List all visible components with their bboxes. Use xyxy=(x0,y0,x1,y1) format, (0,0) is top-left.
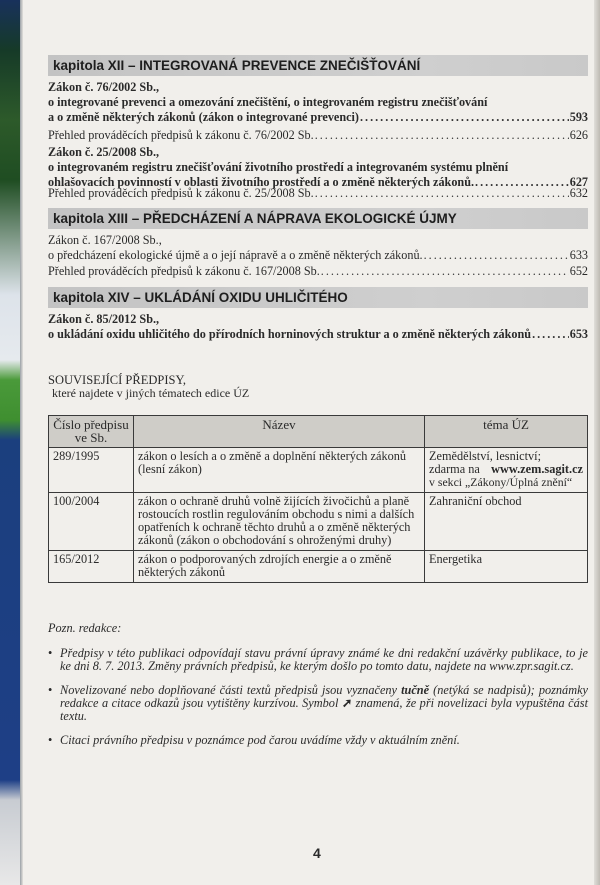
law-title-row xyxy=(48,248,588,263)
overview-title: Přehled prováděcích předpisů k zákonu č. 76/2002 Sb. xyxy=(48,128,314,142)
law-title-line: o ukládání oxidu uhličitého do přírodních horninových struktur a o změně některých zákonů xyxy=(48,327,532,341)
law-number: Zákon č. 167/2008 Sb., xyxy=(48,233,162,247)
leader-dots xyxy=(360,110,569,125)
law-title-line: ohlašovacích povinností v oblasti životního prostředí a o změně některých zákonů. xyxy=(48,175,475,189)
cell-name: zákon o ochraně druhů volně žijících živočichů a planě rostoucích rostlin regulováním obchodu s nimi a dalších opatřeních k ochraně těchto druhů a o změně některých zákonů (zákon o obchodování s ohroženými druhy) xyxy=(134,493,425,551)
table-row xyxy=(49,493,588,551)
toc-entry-167-2008[interactable] xyxy=(48,233,588,263)
notes-heading: Pozn. redakce: xyxy=(48,621,122,635)
book-spine-decoration xyxy=(0,0,20,885)
related-title: SOUVISEJÍCÍ PŘEDPISY, xyxy=(48,373,186,387)
page-ref: 633 xyxy=(569,248,588,262)
topic-free-text: zdarma na xyxy=(429,462,480,476)
toc-entry-25-2008[interactable] xyxy=(48,145,588,190)
chapter-heading-xiv: kapitola XIV – UKLÁDÁNÍ OXIDU UHLIČITÉHO xyxy=(48,287,588,308)
page-ref: 626 xyxy=(569,128,588,142)
topic-label: Zemědělství, lesnictví; xyxy=(429,449,542,463)
leader-dots xyxy=(532,327,569,342)
cell-number: 165/2012 xyxy=(49,551,134,583)
column-header-name: Název xyxy=(134,416,425,448)
note-item xyxy=(48,734,588,747)
website-link[interactable]: www.zem.sagit.cz xyxy=(491,462,583,476)
cell-number: 289/1995 xyxy=(49,448,134,493)
toc-entry-85-2012[interactable] xyxy=(48,312,588,342)
page-number: 4 xyxy=(313,845,321,861)
cell-topic: Zahraniční obchod xyxy=(425,493,588,551)
law-number: Zákon č. 25/2008 Sb., xyxy=(48,145,160,159)
law-number: Zákon č. 76/2002 Sb., xyxy=(48,80,160,94)
bullet-icon: • xyxy=(48,646,53,660)
note-text: znamená, že při novelizaci byla vypuštěna část textu. xyxy=(60,696,588,723)
toc-overview-76-2002[interactable] xyxy=(48,128,588,143)
page-ref: 627 xyxy=(569,175,588,189)
law-title-line: o integrovaném registru znečišťování životního prostředí a integrovaném systému plnění xyxy=(48,160,509,174)
overview-title: Přehled prováděcích předpisů k zákonu č. 25/2008 Sb. xyxy=(48,186,314,200)
note-item xyxy=(48,647,588,673)
chapter-heading-xii: kapitola XII – INTEGROVANÁ PREVENCE ZNEČIŠŤOVÁNÍ xyxy=(48,55,588,76)
note-bold-word: tučně xyxy=(401,683,430,697)
note-text: Citaci právního předpisu v poznámce pod čarou uvádíme vždy v aktuálním znění. xyxy=(60,733,460,747)
law-title-line: a o změně některých zákonů (zákon o integrované prevenci) xyxy=(48,110,359,124)
table-row xyxy=(49,551,588,583)
leader-dots xyxy=(424,248,569,263)
cell-number: 100/2004 xyxy=(49,493,134,551)
topic-section: v sekci „Zákony/Úplná znění“ xyxy=(429,475,573,489)
note-text: Novelizované nebo doplňované části textů předpisů jsou vyznačeny xyxy=(60,683,398,697)
page-ref: 593 xyxy=(569,110,588,124)
related-subtitle: které najdete v jiných tématech edice ÚZ xyxy=(52,386,250,400)
column-header-number: Číslo předpisu ve Sb. xyxy=(49,416,134,448)
toc-entry-76-2002[interactable] xyxy=(48,80,588,125)
column-header-topic: téma ÚZ xyxy=(425,416,588,448)
bullet-icon: • xyxy=(48,683,53,697)
table-row xyxy=(49,448,588,493)
leader-dots xyxy=(315,128,569,143)
law-title-line: o integrované prevenci a omezování znečištění, o integrovaném registru znečišťování xyxy=(48,95,488,109)
toc-overview-25-2008[interactable] xyxy=(48,186,588,201)
page-gutter xyxy=(20,0,23,885)
cell-topic: Energetika xyxy=(425,551,588,583)
cell-topic xyxy=(425,448,588,493)
law-title-row xyxy=(48,327,588,342)
cell-name: zákon o lesích a o změně a doplnění některých zákonů (lesní zákon) xyxy=(134,448,425,493)
related-regulations-table xyxy=(48,415,588,583)
law-title-row xyxy=(48,110,588,125)
cell-name: zákon o podporovaných zdrojích energie a o změně některých zákonů xyxy=(134,551,425,583)
toc-overview-167-2008[interactable] xyxy=(48,264,588,279)
page-ref: 632 xyxy=(569,186,588,200)
bullet-icon: • xyxy=(48,733,53,747)
editorial-notes xyxy=(48,622,588,758)
note-text: Předpisy v této publikaci odpovídají stavu právní úpravy známé ke dni redakční uzávěrky publikace, to je ke dni 8. 7. 2013. Změny právních předpisů, ke kterým došlo po tomto datu, najdete na www.zpr.sagit.cz. xyxy=(60,646,588,673)
law-number: Zákon č. 85/2012 Sb., xyxy=(48,312,160,326)
law-title-line: o předcházení ekologické újmě a o její nápravě a o změně některých zákonů. xyxy=(48,248,423,262)
leader-dots xyxy=(321,264,569,279)
note-item xyxy=(48,684,588,723)
page-ref: 653 xyxy=(569,327,588,341)
omission-arrow-icon: ➚ xyxy=(341,696,353,710)
note-text: (netýká se nadpisů); poznámky redakce a citace odkazů jsou vytištěny kurzívou. Symbol xyxy=(60,683,588,710)
leader-dots xyxy=(315,186,569,201)
table-header-row xyxy=(49,416,588,448)
overview-title: Přehled prováděcích předpisů k zákonu č. 167/2008 Sb. xyxy=(48,264,320,278)
related-regulations-heading xyxy=(48,374,249,400)
page-edge xyxy=(594,0,600,885)
page-ref: 652 xyxy=(569,264,588,278)
chapter-heading-xiii: kapitola XIII – PŘEDCHÁZENÍ A NÁPRAVA EKOLOGICKÉ ÚJMY xyxy=(48,208,588,229)
